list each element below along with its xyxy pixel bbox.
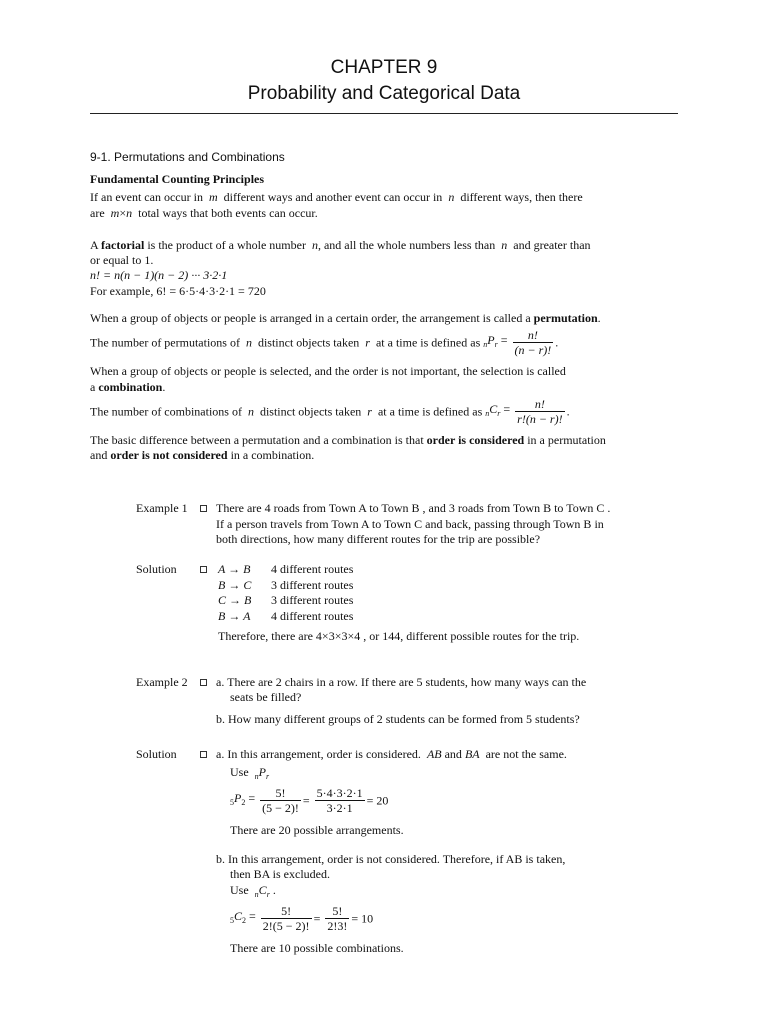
solution-2-a-conclusion: There are 20 possible arrangements. xyxy=(230,823,404,837)
permutation-calc-fraction-1: $\frac{5!}{(5 - 2)!}$ xyxy=(262,786,299,815)
fundamental-line-1: If an event can occur in m different ways and another event can occur in n different ways, then there xyxy=(90,190,583,204)
example-2-label: Example 2 xyxy=(136,675,188,689)
chapter-number: CHAPTER 9 xyxy=(330,57,438,78)
solution-2-a-use: Use $_nP_r$ xyxy=(230,765,270,781)
combination-definition-2: a combination. xyxy=(90,380,166,394)
factorial-formula: n! = n(n − 1)(n − 2) ··· 3·2·1 xyxy=(90,268,228,282)
combination-fraction: $\frac{n!}{r!(n - r)!}$ xyxy=(517,397,563,426)
example-1-line-1: There are 4 roads from Town A to Town B , and 3 roads from Town B to Town C . xyxy=(216,501,611,515)
combination-definition: When a group of objects or people is selected, and the order is not important, the selection is called xyxy=(90,364,566,378)
solution-2-label: Solution xyxy=(136,747,177,761)
route-item: A → B 4 different routes xyxy=(218,562,354,576)
combination-calc-fraction-1: $\frac{5!}{2!(5 - 2)!}$ xyxy=(262,904,310,933)
solution-1-label: Solution xyxy=(136,562,177,576)
solution-2-b-formula: $_5C_2$ = $\frac{5!}{2!(5 - 2)!}$ = $\frac{5!}{2!3!}$ = 10 xyxy=(230,904,374,933)
example-1-label: Example 1 xyxy=(136,501,188,515)
fundamental-heading: Fundamental Counting Principles xyxy=(90,172,265,186)
solution-1-conclusion: Therefore, there are 4×3×3×4 , or 144, different possible routes for the trip. xyxy=(218,629,580,643)
example-1-line-3: both directions, how many different routes for the trip are possible? xyxy=(216,532,541,546)
solution-2-b-line-1: b. In this arrangement, order is not considered. Therefore, if AB is taken, xyxy=(216,852,566,866)
solution-2-a-line-1: a. In this arrangement, order is considered. AB and BA are not the same. xyxy=(216,747,567,761)
factorial-example: For example, 6! = 6·5·4·3·2·1 = 720 xyxy=(90,284,266,298)
solution-2-b-line-2: then BA is excluded. xyxy=(230,867,330,881)
factorial-term: factorial xyxy=(101,238,145,252)
combination-term: combination xyxy=(98,380,163,394)
fundamental-line-2: are m×n total ways that both events can occur. xyxy=(90,206,318,220)
permutation-term: permutation xyxy=(533,311,598,325)
section-heading: 9-1. Permutations and Combinations xyxy=(90,150,285,164)
chapter-title: Probability and Categorical Data xyxy=(247,83,521,104)
factorial-line-2: or equal to 1. xyxy=(90,253,154,267)
solution-2-b-conclusion: There are 10 possible combinations. xyxy=(230,941,404,955)
chapter-rule xyxy=(90,113,678,114)
solution-2-a-formula: $_5P_2$ = $\frac{5!}{(5 - 2)!}$ = $\frac{5\cdot 4\cdot 3\cdot 2\cdot 1}{3\cdot 2\cdot 1}$ = 20 xyxy=(230,786,389,815)
difference-line-2: and order is not considered in a combination. xyxy=(90,448,315,462)
checkbox-icon xyxy=(200,566,207,573)
route-item: B → A 4 different routes xyxy=(218,608,354,623)
example-1-line-2: If a person travels from Town A to Town C and back, passing through Town B in xyxy=(216,517,604,531)
permutation-calc-fraction-2: $\frac{5\cdot 4\cdot 3\cdot 2\cdot 1}{3\cdot 2\cdot 1}$ xyxy=(316,786,363,815)
route-item: B → C 3 different routes xyxy=(218,577,354,592)
example-2-a-line-1: a. There are 2 chairs in a row. If there are 5 students, how many ways can the xyxy=(216,675,587,689)
checkbox-icon xyxy=(200,679,207,686)
route-list xyxy=(218,562,353,624)
difference-line-1: The basic difference between a permutation and a combination is that order is considered in a permutation xyxy=(90,433,606,447)
permutation-formula-line: The number of permutations of n distinct objects taken r at a time is defined as $_nP_r$ = $\frac{n!}{(n - r)!}$ . xyxy=(90,328,559,357)
permutation-definition: When a group of objects or people is arranged in a certain order, the arrangement is called a permutation. xyxy=(90,311,601,325)
example-2-b-line: b. How many different groups of 2 students can be formed from 5 students? xyxy=(216,712,580,726)
combination-calc-fraction-2: $\frac{5!}{2!3!}$ xyxy=(327,904,348,933)
checkbox-icon xyxy=(200,751,207,758)
example-2-a-line-2: seats be filled? xyxy=(230,690,302,704)
factorial-definition: A factorial is the product of a whole number n, and all the whole numbers less than n and greater than xyxy=(90,238,591,252)
combination-formula-line: The number of combinations of n distinct objects taken r at a time is defined as $_nC_r$ = $\frac{n!}{r!(n - r)!}$ . xyxy=(90,397,570,426)
solution-2-b-use: Use $_nC_r$ . xyxy=(230,883,276,899)
permutation-fraction: $\frac{n!}{(n - r)!}$ xyxy=(514,328,552,357)
checkbox-icon xyxy=(200,505,207,512)
route-item: C → B 3 different routes xyxy=(218,593,354,607)
